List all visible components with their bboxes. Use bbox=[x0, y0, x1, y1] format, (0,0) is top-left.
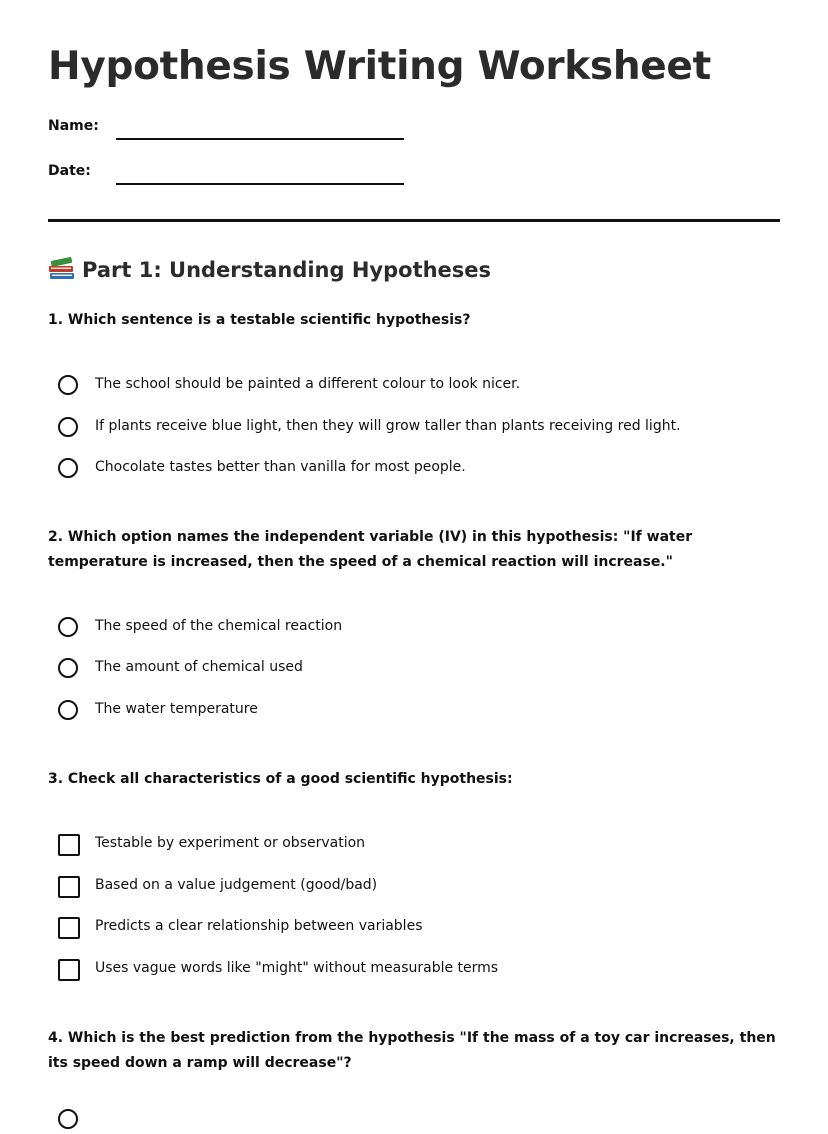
name-label: Name: bbox=[48, 118, 99, 134]
q2-option-3[interactable] bbox=[58, 699, 758, 725]
q3-option-4[interactable] bbox=[58, 958, 758, 984]
q4-option-1[interactable] bbox=[58, 1108, 758, 1134]
radio-button[interactable] bbox=[58, 617, 78, 637]
worksheet-title: Hypothesis Writing Worksheet bbox=[48, 44, 711, 89]
checkbox[interactable] bbox=[58, 834, 80, 856]
books-icon bbox=[48, 256, 76, 285]
option-label: The speed of the chemical reaction bbox=[95, 618, 343, 634]
question-1-prompt: 1. Which sentence is a testable scientific hypothesis? bbox=[48, 312, 471, 328]
date-field[interactable] bbox=[48, 163, 408, 193]
part1-title bbox=[48, 256, 491, 285]
option-label: Uses vague words like "might" without measurable terms bbox=[95, 960, 499, 976]
header-divider bbox=[48, 219, 780, 222]
radio-button[interactable] bbox=[58, 417, 78, 437]
option-label: Chocolate tastes better than vanilla for most people. bbox=[95, 459, 466, 475]
checkbox[interactable] bbox=[58, 917, 80, 939]
checkbox[interactable] bbox=[58, 959, 80, 981]
question-3-prompt: 3. Check all characteristics of a good scientific hypothesis: bbox=[48, 771, 513, 787]
option-label: Predicts a clear relationship between variables bbox=[95, 918, 423, 934]
radio-button[interactable] bbox=[58, 458, 78, 478]
date-input-line[interactable] bbox=[116, 183, 404, 185]
option-label: The school should be painted a different colour to look nicer. bbox=[95, 376, 521, 392]
checkbox[interactable] bbox=[58, 876, 80, 898]
option-label: If plants receive blue light, then they will grow taller than plants receiving red light. bbox=[95, 418, 681, 434]
name-field[interactable] bbox=[48, 118, 408, 148]
option-label: The amount of chemical used bbox=[95, 659, 303, 675]
radio-button[interactable] bbox=[58, 1109, 78, 1129]
q1-option-2[interactable] bbox=[58, 416, 758, 442]
option-label: Testable by experiment or observation bbox=[95, 835, 366, 851]
option-label: The water temperature bbox=[95, 701, 258, 717]
q2-option-1[interactable] bbox=[58, 616, 758, 642]
radio-button[interactable] bbox=[58, 658, 78, 678]
radio-button[interactable] bbox=[58, 375, 78, 395]
date-label: Date: bbox=[48, 163, 91, 179]
option-label: Based on a value judgement (good/bad) bbox=[95, 877, 378, 893]
question-2-prompt: 2. Which option names the independent variable (IV) in this hypothesis: "If water temperature is increased, then the speed of a chemical reaction will increase." bbox=[48, 529, 693, 570]
radio-button[interactable] bbox=[58, 700, 78, 720]
q3-option-1[interactable] bbox=[58, 833, 758, 859]
q3-option-3[interactable] bbox=[58, 916, 758, 942]
question-4-prompt: 4. Which is the best prediction from the hypothesis "If the mass of a toy car increases, then its speed down a ramp will decrease"? bbox=[48, 1030, 776, 1071]
name-input-line[interactable] bbox=[116, 138, 404, 140]
q3-option-2[interactable] bbox=[58, 875, 758, 901]
q1-option-1[interactable] bbox=[58, 374, 758, 400]
part1-title-text: Part 1: Understanding Hypotheses bbox=[82, 258, 492, 282]
q1-option-3[interactable] bbox=[58, 457, 758, 483]
q2-option-2[interactable] bbox=[58, 657, 758, 683]
